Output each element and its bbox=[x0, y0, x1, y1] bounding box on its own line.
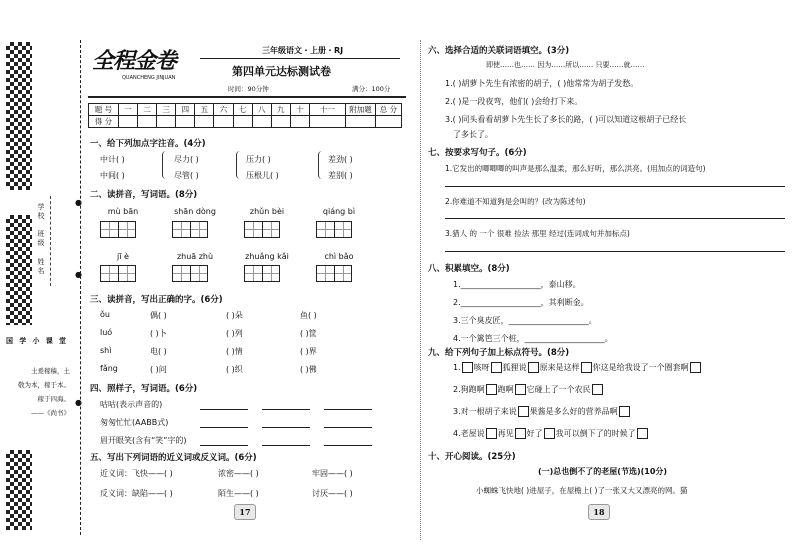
q9-punct-box[interactable] bbox=[491, 362, 502, 373]
q9-punct-box[interactable] bbox=[581, 362, 592, 373]
score-input-cell[interactable] bbox=[214, 116, 233, 128]
header-rule bbox=[200, 58, 400, 59]
score-header-cell: 二 bbox=[138, 104, 157, 116]
q5-item[interactable]: 浓密——( ) bbox=[218, 469, 259, 478]
brand-pinyin: QUANCHENG JINJUAN bbox=[122, 75, 176, 81]
score-header-cell: 六 bbox=[214, 104, 233, 116]
header-divider bbox=[88, 96, 406, 98]
sidebar-cutline bbox=[50, 196, 51, 286]
quote-title-char: 学 bbox=[19, 337, 27, 345]
q5-item[interactable]: 陌生——( ) bbox=[218, 489, 259, 498]
q4-answer-line[interactable] bbox=[324, 427, 372, 428]
score-header-cell: 总 分 bbox=[376, 104, 402, 116]
q6-item[interactable]: 1.( )胡萝卜先生有浓密的胡子，( )他常常为胡子发愁。 bbox=[445, 79, 639, 88]
score-input-cell[interactable] bbox=[376, 116, 402, 128]
q9-text: 4.老屋说 bbox=[453, 429, 485, 438]
quote-title bbox=[6, 336, 66, 350]
q2-writing-grid[interactable] bbox=[244, 265, 280, 282]
score-input-cell[interactable] bbox=[138, 116, 157, 128]
q1-brace bbox=[236, 151, 240, 179]
score-header-cell: 九 bbox=[271, 104, 290, 116]
q4-answer-line[interactable] bbox=[200, 445, 248, 446]
q3-title: 三、读拼音，写出正确的字。(6分) bbox=[90, 295, 223, 305]
q2-writing-grid[interactable] bbox=[316, 221, 352, 238]
sidebar-checker-bottom bbox=[6, 450, 32, 530]
q2-writing-grid[interactable] bbox=[100, 265, 136, 282]
q1-item[interactable]: 中计( ) bbox=[100, 155, 125, 164]
q9-text: 1. bbox=[453, 363, 461, 372]
q9-title: 九、给下列句子加上标点符号。(8分) bbox=[428, 348, 570, 358]
q6-item[interactable]: 2.( )是一段夜弯，他们( )会给打下来。 bbox=[445, 97, 583, 106]
q7-title: 七、按要求写句子。(6分) bbox=[428, 148, 527, 158]
q9-punct-box[interactable] bbox=[462, 362, 473, 373]
q3-blank[interactable]: 鱼( ) bbox=[300, 311, 317, 320]
brand-title: 全程金卷 bbox=[92, 49, 177, 74]
page-title: 第四单元达标测试卷 bbox=[232, 65, 331, 78]
q9-punct-box[interactable] bbox=[637, 428, 648, 439]
q2-writing-grid[interactable] bbox=[316, 265, 352, 282]
q7-answer-line[interactable] bbox=[445, 251, 785, 252]
q2-pinyin: mù bān bbox=[107, 207, 139, 216]
sidebar-field-class: 班级 bbox=[37, 230, 45, 248]
sidebar-checker-top bbox=[6, 42, 32, 190]
q5-item[interactable]: 牢固——( ) bbox=[312, 469, 353, 478]
q4-example: 眉开眼笑(含有“笑”字的) bbox=[100, 436, 187, 445]
score-header-cell: 三 bbox=[157, 104, 176, 116]
q2-pinyin: jī è bbox=[117, 252, 129, 261]
score-table-score-row bbox=[89, 116, 402, 128]
q7-item: 2.你难道不知道狗是会叫的？(改为陈述句) bbox=[445, 197, 586, 206]
grade-badge: 三年级语文・上册・RJ bbox=[262, 46, 344, 55]
q9-text: 3.对一根胡子来说 bbox=[453, 407, 517, 416]
q1-item[interactable]: 压力( ) bbox=[246, 155, 271, 164]
q4-answer-line[interactable] bbox=[324, 409, 372, 410]
q7-item: 3.猎人 的 一个 很难 捡法 那里 经过(连词成句并加标点) bbox=[445, 229, 630, 238]
q1-item[interactable]: 尽管( ) bbox=[174, 171, 199, 180]
q3-blank[interactable]: ( )卜 bbox=[150, 329, 167, 338]
sidebar-circle: ● bbox=[75, 270, 82, 279]
q3-blank[interactable]: ( )筐 bbox=[300, 329, 317, 338]
full-score: 满分：100分 bbox=[352, 85, 391, 93]
sidebar-checker-mid bbox=[6, 215, 32, 325]
q4-answer-line[interactable] bbox=[200, 409, 248, 410]
score-header-cell: 八 bbox=[252, 104, 271, 116]
q3-pinyin: luó bbox=[100, 328, 113, 337]
q2-writing-grid[interactable] bbox=[244, 221, 280, 238]
q9-text: 狐狸说 bbox=[502, 363, 527, 372]
score-table bbox=[88, 103, 402, 128]
brand-logo bbox=[92, 44, 202, 80]
q3-blank[interactable]: ( )织 bbox=[226, 365, 243, 374]
q9-text: 我可以倒下了的时候了 bbox=[555, 429, 636, 438]
q9-punct-box[interactable] bbox=[528, 362, 539, 373]
q3-pinyin: ǒu bbox=[100, 310, 110, 319]
q8-item[interactable]: 1.____________________，泰山移。 bbox=[453, 280, 581, 289]
q3-blank[interactable]: ( )问 bbox=[150, 365, 167, 374]
q3-pinyin: shì bbox=[100, 346, 112, 355]
score-header-cell: 附加题 bbox=[346, 104, 376, 116]
q2-pinyin: shān dòng bbox=[174, 207, 216, 216]
score-input-cell[interactable] bbox=[176, 116, 195, 128]
q1-title: 一、给下列加点字注音。(4分) bbox=[90, 139, 206, 149]
q4-answer-line[interactable] bbox=[262, 409, 310, 410]
q10-passage-title: (一)总也倒不了的老屋(节选)(10分) bbox=[538, 467, 668, 476]
q2-pinyin: chì bǎo bbox=[324, 252, 354, 261]
score-input-cell[interactable] bbox=[290, 116, 309, 128]
q3-pinyin: fǎng bbox=[100, 364, 118, 373]
q4-answer-line[interactable] bbox=[200, 427, 248, 428]
q1-item[interactable]: 差别( ) bbox=[328, 171, 353, 180]
page-number-left: 17 bbox=[234, 504, 256, 520]
q4-example: 匆匆忙忙(AABB式) bbox=[100, 418, 169, 427]
q5-title: 五、写出下列词语的近义词或反义词。(6分) bbox=[90, 453, 257, 463]
q8-item[interactable]: 3.三个臭皮匠，____________________。 bbox=[453, 316, 597, 325]
q9-text: 好了 bbox=[526, 429, 543, 438]
q4-title: 四、照样子，写词语。(6分) bbox=[90, 384, 198, 394]
q7-answer-line[interactable] bbox=[445, 186, 785, 187]
quote-source: ——《尚书》 bbox=[31, 409, 70, 417]
q2-writing-grid[interactable] bbox=[100, 221, 136, 238]
q9-punct-box[interactable] bbox=[592, 384, 603, 395]
q9-punct-box[interactable] bbox=[515, 428, 526, 439]
quote-title-char: 国 bbox=[6, 337, 13, 345]
q9-text: 原来是这样 bbox=[539, 363, 580, 372]
score-header-cell: 七 bbox=[233, 104, 252, 116]
q5-item[interactable]: 反义词：缺陷——( ) bbox=[100, 489, 173, 498]
exam-time: 时间：90分钟 bbox=[228, 85, 269, 93]
q6-options: 即使……也…… 因为……所以…… 只要……就…… bbox=[486, 61, 645, 69]
q1-item[interactable]: 差劲( ) bbox=[328, 155, 353, 164]
q9-punct-box[interactable] bbox=[515, 384, 526, 395]
q9-punct-box[interactable] bbox=[544, 428, 555, 439]
score-input-cell[interactable] bbox=[252, 116, 271, 128]
score-row-label: 得 分 bbox=[89, 116, 119, 128]
q2-writing-grid[interactable] bbox=[172, 221, 208, 238]
q6-item[interactable]: 3.( )同头看看胡萝卜先生长了多长的路，( )可以知道这根胡子已经长 bbox=[445, 115, 687, 124]
q7-answer-line[interactable] bbox=[445, 218, 785, 219]
q9-item bbox=[453, 362, 702, 373]
score-header-cell: 十一 bbox=[309, 104, 345, 116]
q2-pinyin: qiáng bì bbox=[322, 207, 356, 216]
score-input-cell[interactable] bbox=[346, 116, 376, 128]
q9-item bbox=[453, 384, 604, 395]
q1-brace bbox=[162, 151, 166, 179]
q3-blank[interactable]: 电( ) bbox=[150, 347, 167, 356]
q1-item[interactable]: 压根儿( ) bbox=[246, 171, 279, 180]
q8-item[interactable]: 4.一个篱笆三个桩，____________________。 bbox=[453, 334, 613, 343]
sidebar-circle: ● bbox=[75, 398, 82, 407]
q2-pinyin: zhuǎng kǎi bbox=[245, 252, 289, 261]
q4-answer-line[interactable] bbox=[324, 445, 372, 446]
q2-pinyin: zhǔn bèi bbox=[249, 207, 285, 216]
score-header-cell: 十 bbox=[290, 104, 309, 116]
q5-item[interactable]: 近义词：飞快——( ) bbox=[100, 469, 173, 478]
sidebar-circle: ● bbox=[75, 198, 82, 207]
quote-line: 稼于四海。 bbox=[37, 395, 70, 403]
quote-line: 敬为本，稼于本。 bbox=[18, 381, 70, 389]
q4-answer-line[interactable] bbox=[262, 445, 310, 446]
score-header-cell: 一 bbox=[119, 104, 138, 116]
score-input-cell[interactable] bbox=[195, 116, 214, 128]
q4-example: 咕咕(表示声音的) bbox=[100, 400, 163, 409]
q3-blank[interactable]: ( )界 bbox=[300, 347, 317, 356]
quote-title-char: 小 bbox=[32, 337, 40, 345]
score-input-cell[interactable] bbox=[233, 116, 252, 128]
q3-blank[interactable]: ( )佛 bbox=[300, 365, 317, 374]
q9-punct-box[interactable] bbox=[486, 428, 497, 439]
q4-answer-line[interactable] bbox=[262, 427, 310, 428]
score-input-cell[interactable] bbox=[271, 116, 290, 128]
binding-line bbox=[80, 40, 81, 535]
score-header-cell: 四 bbox=[176, 104, 195, 116]
score-table-header-row bbox=[89, 104, 402, 116]
q9-punct-box[interactable] bbox=[619, 406, 630, 417]
q9-punct-box[interactable] bbox=[518, 406, 529, 417]
score-input-cell[interactable] bbox=[157, 116, 176, 128]
page-divider bbox=[420, 40, 421, 540]
q9-punct-box[interactable] bbox=[690, 362, 701, 373]
q9-text: 跑啊 bbox=[497, 385, 514, 394]
q9-item bbox=[453, 406, 631, 417]
q9-punct-box[interactable] bbox=[486, 384, 497, 395]
q2-writing-grid[interactable] bbox=[172, 265, 208, 282]
q9-text: 再见 bbox=[497, 429, 514, 438]
q3-blank[interactable]: ( )情 bbox=[226, 347, 243, 356]
q8-title: 八、积累填空。(8分) bbox=[428, 264, 510, 274]
q2-title: 二、读拼音，写词语。(8分) bbox=[90, 190, 198, 200]
score-input-cell[interactable] bbox=[119, 116, 138, 128]
q3-blank[interactable]: ( )列 bbox=[226, 329, 243, 338]
q10-passage-line[interactable]: 小蜘蛛飞快地( )进屋子，在屋檐上( )了一张又大又漂亮的网。猫 bbox=[476, 486, 688, 495]
q2-pinyin: zhuā zhù bbox=[176, 252, 214, 261]
sidebar-field-name: 姓名 bbox=[37, 258, 45, 276]
q1-item[interactable]: 尽力( ) bbox=[174, 155, 199, 164]
q10-title: 十、开心阅读。(25分) bbox=[428, 452, 516, 462]
q6-item-continued: 了多长了。 bbox=[453, 130, 493, 139]
quote-title-char: 堂 bbox=[59, 337, 66, 345]
score-header-cell: 五 bbox=[195, 104, 214, 116]
q8-item[interactable]: 2.____________________，其利断金。 bbox=[453, 298, 589, 307]
q1-brace bbox=[318, 151, 322, 179]
q9-text: 果酱是多么好的营养品啊 bbox=[529, 407, 618, 416]
score-input-cell[interactable] bbox=[309, 116, 345, 128]
q9-item bbox=[453, 428, 649, 439]
q3-blank[interactable]: 偶( ) bbox=[150, 311, 167, 320]
q9-text: 2.狗跑啊 bbox=[453, 385, 485, 394]
quote-text bbox=[6, 364, 70, 420]
q9-text: 你这是给我设了一个圈套啊 bbox=[592, 363, 689, 372]
q6-title: 六、选择合适的关联词语填空。(3分) bbox=[428, 46, 570, 56]
score-header-cell: 题 号 bbox=[89, 104, 119, 116]
q3-blank[interactable]: ( )朵 bbox=[226, 311, 243, 320]
page-number-right: 18 bbox=[588, 504, 610, 520]
sidebar-field-school: 学校 bbox=[37, 203, 45, 221]
q9-text: 咳呀 bbox=[473, 363, 490, 372]
q9-text: 它碰上了一个农民 bbox=[526, 385, 591, 394]
quote-title-char: 课 bbox=[45, 337, 53, 345]
q7-item: 1.它发出的唧唧唧的叫声是那么温柔，那么好听，那么洪亮。(用加点的词造句) bbox=[445, 164, 706, 173]
q1-item[interactable]: 中间( ) bbox=[100, 171, 125, 180]
quote-line: 土爰稼穑，土 bbox=[31, 367, 70, 375]
q5-item[interactable]: 讨厌——( ) bbox=[312, 489, 353, 498]
